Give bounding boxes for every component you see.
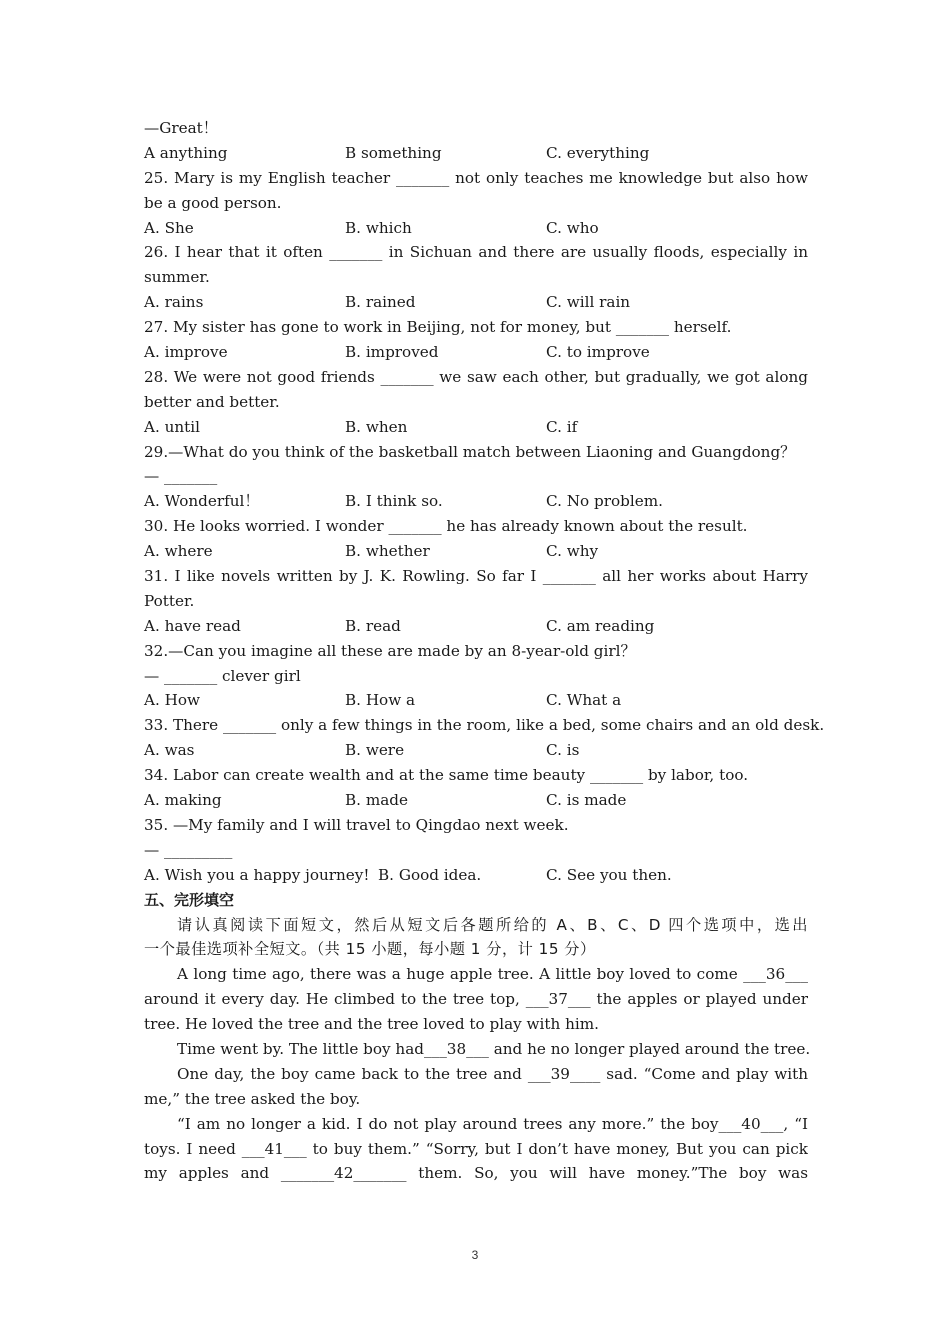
q32-stem: 32.—Can you imagine all these are made by an 8-year-old girl？ [144, 641, 636, 660]
q34-options [144, 788, 808, 813]
option-c: C. What a [546, 691, 622, 710]
option-b: B. rained [345, 293, 416, 312]
option-a: A. making [144, 791, 222, 810]
option-b: B. How a [345, 691, 416, 710]
q26-stem-cont: summer. [144, 268, 210, 287]
q25-stem: 25. Mary is my English teacher _______ not only teaches me knowledge but also how [144, 168, 808, 187]
q31-options [144, 614, 808, 639]
q26-stem: 26. I hear that it often _______ in Sichuan and there are usually floods, especially in [144, 243, 808, 262]
passage-line [144, 1161, 808, 1186]
q28-options [144, 415, 808, 440]
passage-text: “I am no longer a kid. I do not play around trees any more.” the boy [177, 1114, 719, 1133]
q32-options [144, 688, 808, 713]
q30-stem: 30. He looks worried. I wonder _______ he has already known about the result. [144, 517, 748, 536]
passage-line [144, 1112, 808, 1137]
q33-stem: 33. There _______ only a few things in the room, like a bed, some chairs and an old desk. [144, 716, 825, 735]
option-a: A. improve [144, 343, 228, 362]
section-instruction-cont: 一个最佳选项补全短文。（共 15 小题，每小题 1 分，计 15 分） [144, 940, 596, 959]
blank-42: _______42_______ [280, 1164, 407, 1183]
passage-line: me,” the tree asked the boy. [144, 1089, 361, 1108]
passage-text: them. So, you will have money.”The boy was [406, 1164, 808, 1183]
option-c: C. will rain [546, 293, 631, 312]
q29-stem: 29.—What do you think of the basketball match between Liaoning and Guangdong？ [144, 442, 796, 461]
q29-response: — _______ [144, 467, 218, 486]
option-b: B. Good idea. [378, 865, 482, 884]
q25-stem-cont: be a good person. [144, 193, 282, 212]
passage-text: Time went by. The little boy had [177, 1039, 424, 1058]
option-c: C. to improve [546, 343, 650, 362]
q33-options [144, 738, 808, 763]
option-b: B something [345, 143, 442, 162]
q35-stem: 35. —My family and I will travel to Qingdao next week. [144, 815, 569, 834]
option-b: B. read [345, 616, 401, 635]
passage-line [144, 962, 808, 987]
passage-line: tree. He loved the tree and the tree loved to play with him. [144, 1015, 599, 1034]
passage-line [144, 1137, 808, 1162]
page-content [144, 116, 825, 1186]
option-c: C. No problem. [546, 492, 663, 511]
option-c: C. is made [546, 791, 627, 810]
option-a: A. where [144, 542, 213, 561]
blank-37: ___37___ [525, 990, 591, 1009]
option-a: A. until [144, 417, 201, 436]
option-a: A. Wish you a happy journey! [144, 865, 370, 884]
blank-38: ___38___ [424, 1039, 489, 1058]
option-c: C. am reading [546, 616, 655, 635]
q35-response: — _________ [144, 840, 233, 859]
option-a: A. have read [144, 616, 241, 635]
passage-text: my apples and [144, 1164, 281, 1183]
passage-text: the apples or played under [596, 990, 808, 1009]
q28-stem: 28. We were not good friends _______ we saw each other, but gradually, we got along [144, 367, 808, 386]
blank-40: ___40___ [718, 1114, 784, 1133]
option-b: B. made [345, 791, 408, 810]
option-a: A. She [144, 218, 194, 237]
section-instruction: 请认真阅读下面短文，然后从短文后各题所给的 A、B、C、D 四个选项中，选出 [177, 915, 808, 934]
blank-36: ___36___ [743, 965, 808, 984]
q32-response: — _______ clever girl [144, 666, 301, 685]
option-c: C. if [546, 417, 578, 436]
option-b: B. whether [345, 542, 430, 561]
passage-line [144, 987, 808, 1012]
q24-options [144, 141, 808, 166]
q29-options [144, 489, 808, 514]
option-a: A anything [144, 143, 228, 162]
option-c: C. why [546, 542, 599, 561]
passage-text: One day, the boy came back to the tree and [177, 1064, 528, 1083]
option-b: B. which [345, 218, 412, 237]
option-a: A. How [144, 691, 201, 710]
option-c: C. who [546, 218, 599, 237]
option-b: B. were [345, 741, 405, 760]
q27-stem: 27. My sister has gone to work in Beijing, not for money, but _______ herself. [144, 318, 732, 337]
option-b: B. improved [345, 343, 439, 362]
passage-text: and he no longer played around the tree. [488, 1039, 811, 1058]
page-number: 3 [471, 1248, 479, 1262]
q31-stem-cont: Potter. [144, 591, 195, 610]
option-b: B. I think so. [345, 492, 443, 511]
passage-line [144, 1062, 808, 1087]
blank-39: ___39____ [527, 1064, 601, 1083]
q34-stem: 34. Labor can create wealth and at the same time beauty _______ by labor, too. [144, 766, 749, 785]
q24-answer: —Great！ [144, 119, 218, 137]
option-b: B. when [345, 417, 408, 436]
option-a: A. rains [144, 293, 204, 312]
passage-line [144, 1037, 811, 1062]
q25-options [144, 216, 808, 241]
q27-options [144, 340, 808, 365]
passage-text: A long time ago, there was a huge apple tree. A little boy loved to come [177, 965, 744, 984]
q31-stem: 31. I like novels written by J. K. Rowling. So far I _______ all her works about Harry [144, 567, 808, 586]
q35-options [144, 863, 808, 888]
passage-text: , “I [783, 1114, 808, 1133]
q30-options [144, 539, 808, 564]
option-a: A. was [144, 741, 195, 760]
option-c: C. See you then. [546, 865, 672, 884]
passage-text: toys. I need [144, 1139, 242, 1158]
q28-stem-cont: better and better. [144, 392, 280, 411]
option-c: C. is [546, 741, 580, 760]
passage-text: to buy them.” “Sorry, but I don’t have money, But you can pick [312, 1139, 808, 1158]
option-c: C. everything [546, 143, 650, 162]
q26-options [144, 290, 808, 315]
section-title: 五、完形填空 [144, 890, 235, 909]
blank-41: ___41___ [241, 1139, 307, 1158]
passage-text: sad. “Come and play with [600, 1064, 808, 1083]
passage-text: around it every day. He climbed to the tree top, [144, 990, 526, 1009]
option-a: A. Wonderful！ [144, 492, 260, 511]
